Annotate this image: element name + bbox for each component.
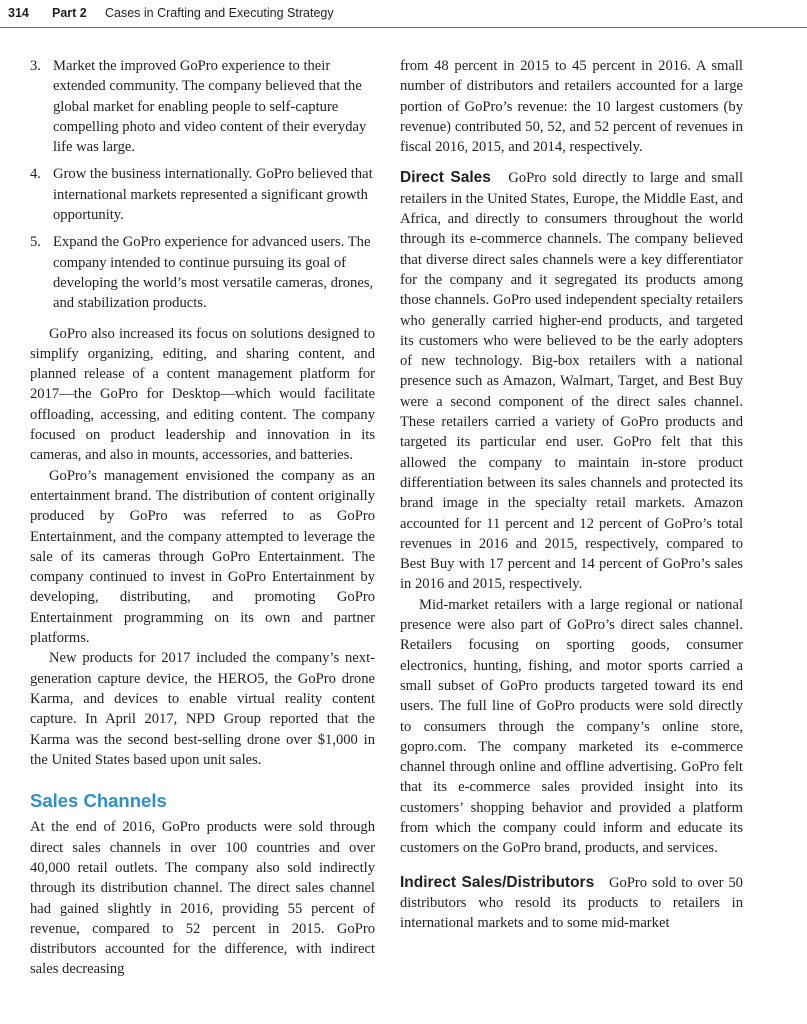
running-header [0, 0, 807, 27]
page-number: 314 [8, 6, 29, 20]
paragraph: New products for 2017 included the company’s next-generation capture device, the HERO5, the GoPro drone Karma, and devices to enable virtual reality content capture. In April 2017, NPD Group reported that the Karma was the second best-selling drone over $1,000 in the United States based upon unit sales. [30, 650, 375, 768]
list-number: 5. [30, 234, 41, 251]
paragraph [400, 168, 743, 594]
header-rule [0, 27, 807, 28]
left-column [30, 56, 375, 980]
paragraph: GoPro’s management envisioned the company as an entertainment brand. The distribution of content originally produced by GoPro was referred to as GoPro Entertainment, and the company attempted to leverage the sale of its cameras through GoPro Entertainment. The company continued to invest in GoPro Entertainment by developing, distributing, and promoting GoPro Entertainment programming on its own and partner platforms. [30, 467, 375, 647]
right-column [400, 56, 743, 933]
paragraph [400, 873, 743, 934]
list-text: Expand the GoPro experience for advanced users. The company intended to continue pursuing its goal of developing the world’s most versatile cameras, drones, and stabilization products. [53, 234, 374, 312]
paragraph: GoPro also increased its focus on solutions designed to simplify organizing, editing, and sharing content, and planned release of a content management platform for 2017—the GoPro for Desktop—which would facilitate offloading, accessing, and editing content. The company focused on product leadership and innovation in its cameras, and also in mounts, accessories, and batteries. [30, 325, 375, 464]
paragraph-text: GoPro sold directly to large and small retailers in the United States, Europe, the Middle East, and Africa, and directly to consumers throughout the world through its e-commerce channels. The company believed that diverse direct sales channels were a key differentiator for the company and it segregated its products among those channels. GoPro used independent specialty retailers who generally carried higher-end products, and targeted its customers who were believed to be the early adopters of new technology. Big-box retailers with a national presence such as Amazon, Walmart, Target, and Best Buy were a second component of the direct sales channel. These retailers carried a variety of GoPro products and targeted its particular end user. GoPro felt that this allowed the company to maintain in-store product differentiation between its sales channels and protected its brand image in the specialty retail markets. Amazon accounted for 11 percent and 12 percent of GoPro’s total revenues in 2016 and 2015, respectively, compared to Best Buy with 17 percent and 14 percent of GoPro’s sales in 2016 and 2015, respectively. [400, 170, 744, 593]
paragraph: from 48 percent in 2015 to 45 percent in 2016. A small number of distributors and retailers accounted for a large portion of GoPro’s revenue: the 10 largest customers (by revenue) contributed 50, 52, and 52 percent of revenues in fiscal 2016, 2015, and 2014, respectively. [400, 58, 743, 156]
part-label: Part 2 [52, 6, 87, 20]
strategy-list [30, 56, 375, 314]
list-number: 4. [30, 166, 41, 183]
list-number: 3. [30, 58, 41, 74]
book-section-title: Cases in Crafting and Executing Strategy [105, 6, 334, 20]
section-heading: Sales Channels [30, 790, 167, 812]
paragraph: At the end of 2016, GoPro products were sold through direct sales channels in over 100 countries and over 40,000 retail outlets. The company also sold indirectly through its distribution channel. The direct sales channel had gained slightly in 2016, providing 55 percent of revenue, compared to 52 percent in 2015. GoPro distributors accounted for the difference, with indirect sales decreasing [30, 819, 375, 978]
list-text: Market the improved GoPro experience to their extended community. The company believed that the global market for enabling people to self-capture compelling photo and video content of their everyday life was large. [53, 58, 367, 156]
run-in-heading-indirect-sales: Indirect Sales/Distributors [400, 873, 595, 891]
list-item [30, 232, 375, 313]
list-item [30, 56, 375, 157]
run-in-heading-direct-sales: Direct Sales [400, 169, 491, 187]
list-text: Grow the business internationally. GoPro believed that international markets represented a significant growth opportunity. [53, 166, 373, 224]
paragraph-text: GoPro sold to over 50 distributors who resold its products to retailers in international markets and to some mid-market [400, 874, 743, 932]
list-item [30, 164, 375, 225]
paragraph: Mid-market retailers with a large regional or national presence were also part of GoPro’s direct sales channel. Retailers focusing on sporting goods, consumer electronics, hunting, fishing, and motor sports carried a small subset of GoPro products targeted toward its end users. The full line of GoPro products were sold directly to consumers through the company’s online store, gopro.com. The company marketed its e-commerce channel through online and offline advertising. GoPro felt that its e-commerce sales provided insight into its customers’ shopping behavior and provided a platform from which the company could inform and educate its customers on the GoPro brand, products, and services. [400, 596, 743, 857]
